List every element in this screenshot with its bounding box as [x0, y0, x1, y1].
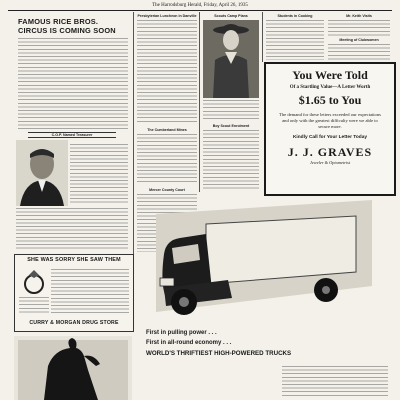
truck-ad-text	[282, 366, 388, 396]
column2-head-1: Presbyterian Luncheon in Danville	[137, 14, 197, 18]
column4-text-3	[328, 44, 390, 60]
ring-ad	[14, 254, 134, 332]
graves-ad	[264, 62, 396, 196]
column3-head-2: Boy Scout Enrolment	[212, 124, 250, 128]
column-rule	[262, 12, 263, 62]
rice-headline-line2: CIRCUS IS COMING SOON	[18, 25, 116, 35]
graves-ad-body: The demand for these letters exceeded our expectations and only with the greatest difficulty were we able to secure more.	[279, 112, 381, 129]
graves-ad-call: Kindly Call for Your Letter Today	[292, 135, 368, 140]
graves-ad-sub: Jeweler & Optometrist	[309, 160, 351, 165]
column1-lower-text	[16, 208, 128, 250]
truck-ad-line3: WORLD'S THRIFTIEST HIGH-POWERED TRUCKS	[146, 350, 292, 357]
truck-ad-line1: First in pulling power . . .	[146, 330, 217, 336]
column2-head-3: Mercer County Court	[149, 188, 185, 192]
truck-illustration	[136, 194, 392, 326]
rice-headline-line1: FAMOUS RICE BROS.	[18, 17, 99, 26]
ring-ad-text-2	[19, 297, 49, 315]
scout-boy-photo	[203, 20, 259, 98]
graves-ad-name: J. J. GRAVES	[287, 145, 373, 159]
column2-text-2	[137, 134, 197, 184]
column2-text-1	[137, 20, 197, 124]
column3-head-1: Scouts Camp Plans	[214, 14, 248, 18]
column2-head-2: The Cumberland Mines	[147, 128, 187, 132]
graves-ad-line3: $1.65 to You	[298, 93, 362, 107]
column-rule	[133, 12, 134, 257]
photo-caption-header	[28, 132, 116, 138]
column4-head-1: Students in Cooking	[277, 14, 313, 18]
horse-photo	[14, 336, 132, 400]
column-rule	[199, 12, 200, 192]
scout-caption-text	[203, 100, 259, 120]
column4-head-3: Meeting of Clubwomen	[339, 38, 379, 42]
man-portrait-photo	[16, 140, 68, 206]
ring-ad-footer: CURRY & MORGAN DRUG STORE	[29, 320, 119, 326]
column4-head-2: Mr. Keith Visits	[346, 14, 372, 18]
ring-ad-text	[51, 269, 129, 315]
graves-ad-line2: Of a Startling Value—A Letter Worth	[289, 85, 371, 90]
graves-ad-line1: You Were Told	[292, 68, 368, 82]
rice-headline	[18, 18, 133, 35]
photo-caption-name: C.O.P. Named Treasurer	[51, 133, 93, 137]
truck-ad-line2: First in all-round economy . . .	[146, 340, 232, 346]
rice-article-text	[18, 38, 128, 130]
truck-ad	[136, 194, 392, 400]
column4-text-1	[266, 20, 324, 60]
column4-text-2	[328, 20, 390, 36]
ring-ad-headline: SHE WAS SORRY SHE SAW THEM	[27, 257, 121, 263]
masthead: The Harrodsburg Herald, Friday, April 26, 1935	[8, 2, 392, 11]
column3-text-2	[203, 130, 259, 190]
photo-caption-text	[70, 144, 128, 204]
ring-icon	[21, 269, 47, 295]
